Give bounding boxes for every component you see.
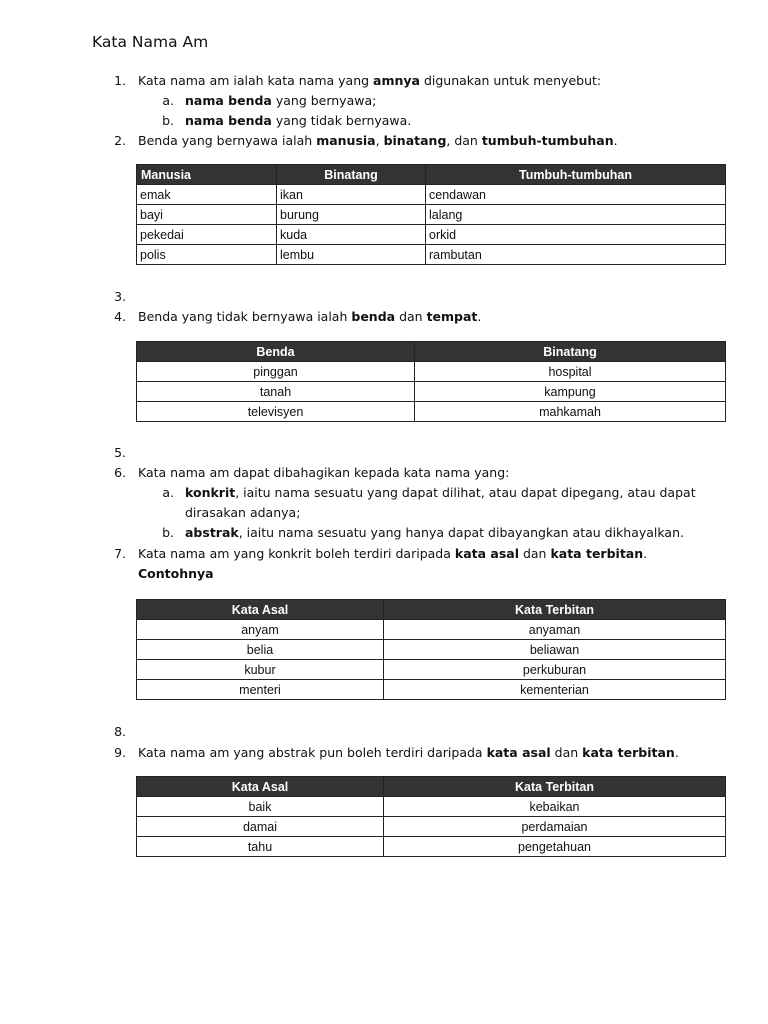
sub-item-6a-continued: dirasakan adanya; — [185, 505, 301, 520]
column-header: Kata Asal — [137, 777, 384, 797]
table-cell: orkid — [426, 225, 726, 245]
column-header: Binatang — [277, 165, 426, 185]
item-number: 4. — [114, 309, 126, 324]
table-konkrit — [136, 599, 726, 700]
column-header: Kata Terbitan — [384, 600, 726, 620]
table-cell: perkuburan — [384, 660, 726, 680]
table-cell: rambutan — [426, 245, 726, 265]
list-item-9: Kata nama am yang abstrak pun boleh terdiri daripada kata asal dan kata terbitan. — [138, 745, 679, 760]
item-number: 1. — [114, 73, 126, 88]
table-cell: menteri — [137, 680, 384, 700]
table-bernyawa — [136, 164, 726, 265]
table-cell: kampung — [415, 382, 726, 402]
table-row — [137, 797, 726, 817]
table-cell: baik — [137, 797, 384, 817]
table-cell: ikan — [277, 185, 426, 205]
list-item-6: Kata nama am dapat dibahagikan kepada kata nama yang: — [138, 465, 510, 480]
sub-item-1a: nama benda yang bernyawa; — [185, 93, 377, 108]
table-cell: bayi — [137, 205, 277, 225]
sub-item-6b: abstrak, iaitu nama sesuatu yang hanya dapat dibayangkan atau dikhayalkan. — [185, 525, 684, 540]
sub-item-6a: konkrit, iaitu nama sesuatu yang dapat dilihat, atau dapat dipegang, atau dapat — [185, 485, 696, 500]
item-number: 6. — [114, 465, 126, 480]
table-row — [137, 205, 726, 225]
table-row — [137, 620, 726, 640]
table-cell: lembu — [277, 245, 426, 265]
table-row — [137, 660, 726, 680]
table-row — [137, 640, 726, 660]
column-header: Kata Asal — [137, 600, 384, 620]
table-tidak-bernyawa — [136, 341, 726, 422]
table-cell: belia — [137, 640, 384, 660]
table-row — [137, 185, 726, 205]
table-cell: anyaman — [384, 620, 726, 640]
item-number: 8. — [114, 724, 126, 739]
table-row — [137, 837, 726, 857]
table-header-row — [137, 600, 726, 620]
table-cell: tahu — [137, 837, 384, 857]
table-header-row — [137, 777, 726, 797]
list-item-4: Benda yang tidak bernyawa ialah benda dan tempat. — [138, 309, 482, 324]
column-header: Manusia — [137, 165, 277, 185]
table-cell: hospital — [415, 362, 726, 382]
table-abstrak — [136, 776, 726, 857]
table-cell: anyam — [137, 620, 384, 640]
column-header: Tumbuh-tumbuhan — [426, 165, 726, 185]
table-row — [137, 245, 726, 265]
table-cell: polis — [137, 245, 277, 265]
column-header: Benda — [137, 342, 415, 362]
contohnya-label: Contohnya — [138, 566, 214, 581]
table-cell: emak — [137, 185, 277, 205]
table-cell: pengetahuan — [384, 837, 726, 857]
table-cell: cendawan — [426, 185, 726, 205]
table-cell: damai — [137, 817, 384, 837]
table-cell: mahkamah — [415, 402, 726, 422]
column-header: Kata Terbitan — [384, 777, 726, 797]
sub-item-letter: b. — [162, 525, 174, 540]
table-row — [137, 382, 726, 402]
table-row — [137, 680, 726, 700]
table-cell: kebaikan — [384, 797, 726, 817]
table-cell: kuda — [277, 225, 426, 245]
table-header-row — [137, 165, 726, 185]
table-row — [137, 362, 726, 382]
item-number: 5. — [114, 445, 126, 460]
table-header-row — [137, 342, 726, 362]
list-item-1: Kata nama am ialah kata nama yang amnya digunakan untuk menyebut: — [138, 73, 602, 88]
sub-item-letter: a. — [162, 485, 174, 500]
table-cell: perdamaian — [384, 817, 726, 837]
item-number: 9. — [114, 745, 126, 760]
table-cell: beliawan — [384, 640, 726, 660]
sub-item-1b: nama benda yang tidak bernyawa. — [185, 113, 412, 128]
table-cell: kubur — [137, 660, 384, 680]
item-number: 3. — [114, 289, 126, 304]
table-cell: lalang — [426, 205, 726, 225]
table-row — [137, 225, 726, 245]
list-item-7: Kata nama am yang konkrit boleh terdiri daripada kata asal dan kata terbitan. — [138, 546, 648, 561]
sub-item-letter: b. — [162, 113, 174, 128]
table-cell: pekedai — [137, 225, 277, 245]
table-cell: tanah — [137, 382, 415, 402]
list-item-2: Benda yang bernyawa ialah manusia, binatang, dan tumbuh-tumbuhan. — [138, 133, 618, 148]
table-row — [137, 817, 726, 837]
column-header: Binatang — [415, 342, 726, 362]
page-title: Kata Nama Am — [92, 33, 209, 51]
table-cell: kementerian — [384, 680, 726, 700]
table-cell: pinggan — [137, 362, 415, 382]
table-cell: burung — [277, 205, 426, 225]
table-row — [137, 402, 726, 422]
sub-item-letter: a. — [162, 93, 174, 108]
table-cell: televisyen — [137, 402, 415, 422]
item-number: 2. — [114, 133, 126, 148]
item-number: 7. — [114, 546, 126, 561]
